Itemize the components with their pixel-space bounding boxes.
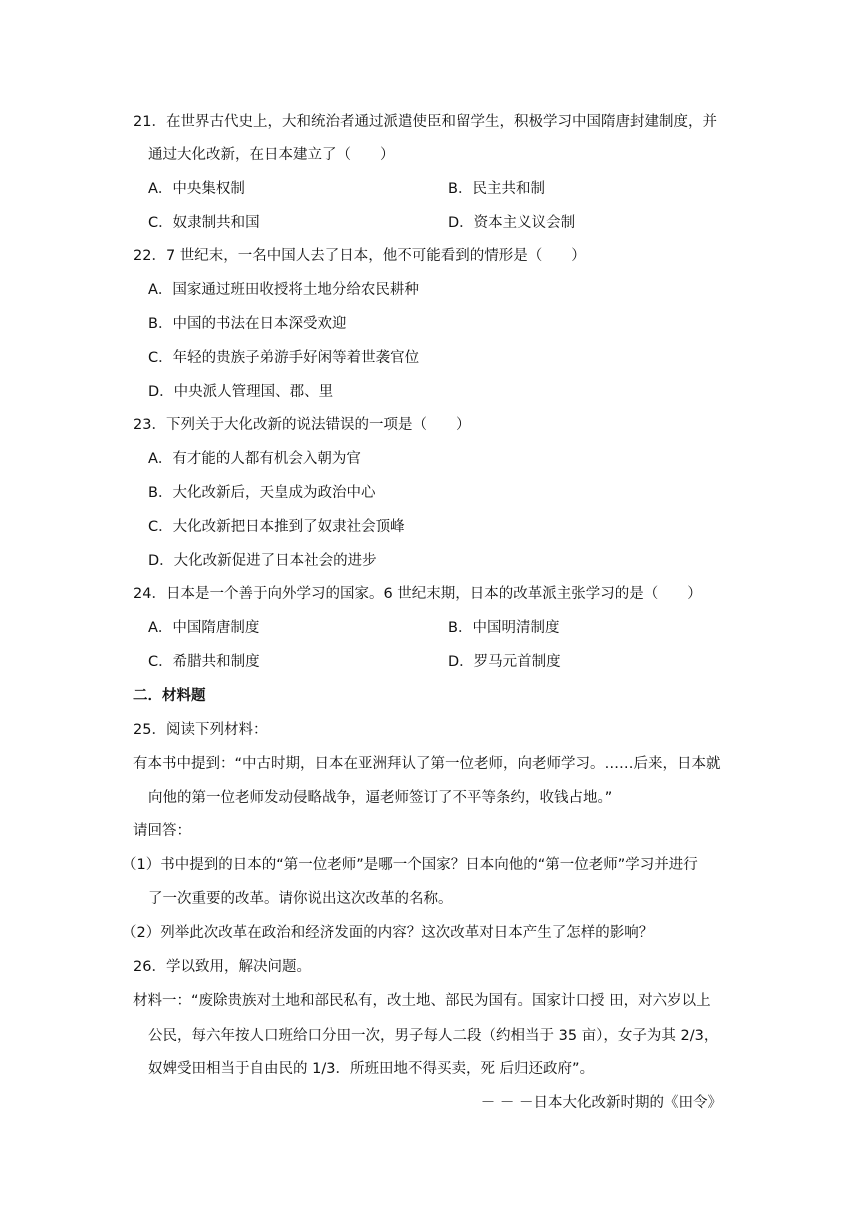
q21-option-a: A．中央集权制 <box>148 181 245 197</box>
q25-prompt: 请回答： <box>133 823 191 839</box>
q23-option-a: A．有才能的人都有机会入朝为官 <box>148 451 361 467</box>
q26-source: － － －日本大化改新时期的《田令》 <box>480 1095 722 1111</box>
q22-option-c: C．年轻的贵族子弟游手好闲等着世袭官位 <box>148 350 420 366</box>
q21-stem-line1: 21．在世界古代史上，大和统治者通过派遣使臣和留学生，积极学习中国隋唐封建制度，并 <box>133 114 717 130</box>
q24-option-a: A．中国隋唐制度 <box>148 620 260 636</box>
q26-material-line1: 材料一：“废除贵族对土地和部民私有，改土地、部民为国有。国家计口授 田，对六岁以上 <box>133 993 711 1009</box>
q24-stem: 24．日本是一个善于向外学习的国家。6 世纪末期，日本的改革派主张学习的是（ ） <box>133 586 702 602</box>
q24-option-b: B．中国明清制度 <box>448 620 560 636</box>
q26-material-line3: 奴婢受田相当于自由民的 1/3．所班田地不得买卖，死 后归还政府”。 <box>148 1061 595 1077</box>
q25-material-line2: 向他的第一位老师发动侵略战争，逼老师签订了不平等条约，收钱占地。” <box>148 790 613 806</box>
section-heading: 二．材料题 <box>133 688 206 704</box>
q21-option-b: B．民主共和制 <box>448 181 545 197</box>
q25-sub1-line1: （1）书中提到的日本的“第一位老师”是哪一个国家？日本向他的“第一位老师”学习并进行 <box>122 857 698 873</box>
q24-option-c: C．希腊共和制度 <box>148 654 260 670</box>
q22-option-a: A．国家通过班田收授将土地分给农民耕种 <box>148 282 419 298</box>
q22-stem: 22．7 世纪末，一名中国人去了日本，他不可能看到的情形是（ ） <box>133 248 586 264</box>
q21-option-c: C．奴隶制共和国 <box>148 215 260 231</box>
q22-option-b: B．中国的书法在日本深受欢迎 <box>148 316 347 332</box>
q21-stem-line2: 通过大化改新，在日本建立了（ ） <box>148 147 395 163</box>
q24-option-d: D．罗马元首制度 <box>448 654 561 670</box>
q23-option-c: C．大化改新把日本推到了奴隶社会顶峰 <box>148 519 405 535</box>
q23-option-b: B．大化改新后，天皇成为政治中心 <box>148 485 376 501</box>
q23-option-d: D．大化改新促进了日本社会的进步 <box>148 553 377 569</box>
q25-material-line1: 有本书中提到：“中古时期，日本在亚洲拜认了第一位老师，向老师学习。……后来，日本就 <box>133 756 721 772</box>
q22-option-d: D．中央派人管理国、郡、里 <box>148 384 334 400</box>
q25-stem: 25．阅读下列材料： <box>133 722 268 738</box>
q23-stem: 23．下列关于大化改新的说法错误的一项是（ ） <box>133 417 471 433</box>
q25-sub1-line2: 了一次重要的改革。请你说出这次改革的名称。 <box>148 891 453 907</box>
q25-sub2: （2）列举此次改革在政治和经济发面的内容？这次改革对日本产生了怎样的影响？ <box>122 925 654 941</box>
q26-stem: 26．学以致用，解决问题。 <box>133 959 311 975</box>
q26-material-line2: 公民，每六年按人口班给口分田一次，男子每人二段（约相当于 35 亩），女子为其 2/3， <box>148 1028 719 1044</box>
q21-option-d: D．资本主义议会制 <box>448 215 576 231</box>
